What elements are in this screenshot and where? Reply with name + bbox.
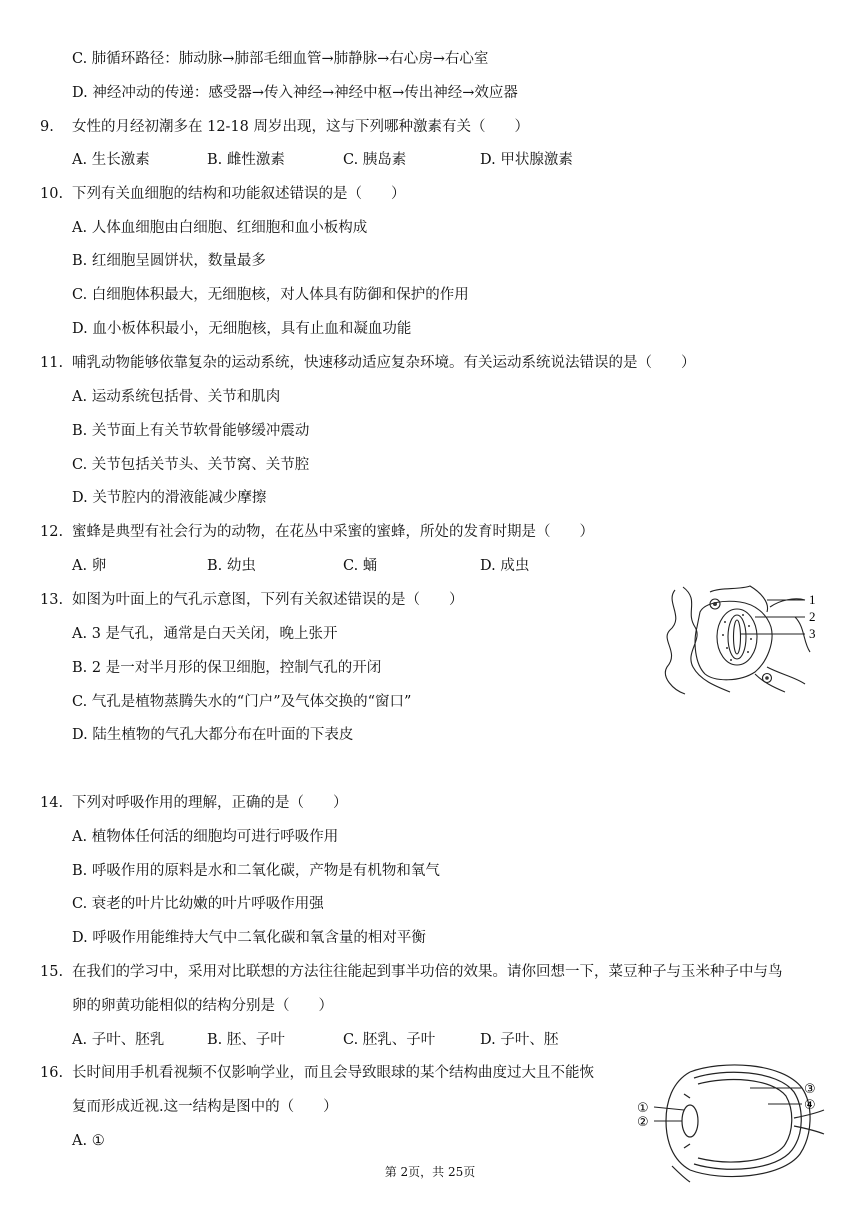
eye-label-4: ④ [804, 1098, 816, 1113]
q9-option-d: D. 甲状腺激素 [480, 152, 573, 168]
q16-option-a: A. ① [72, 1133, 105, 1149]
stomata-label-1: 1 [809, 592, 816, 607]
q16-number: 16. [40, 1065, 64, 1081]
q10-stem: 下列有关血细胞的结构和功能叙述错误的是（ ） [72, 186, 406, 202]
q9-stem: 女性的月经初潮多在 12-18 周岁出现，这与下列哪种激素有关（ ） [72, 119, 530, 135]
q8-option-d: D. 神经冲动的传递：感受器→传入神经→神经中枢→传出神经→效应器 [72, 85, 518, 101]
q14-option-b: B. 呼吸作用的原料是水和二氧化碳，产物是有机物和氧气 [72, 863, 440, 879]
eye-label-1: ① [637, 1101, 649, 1116]
q11-option-c: C. 关节包括关节头、关节窝、关节腔 [72, 457, 310, 473]
q9-option-b: B. 雌性激素 [207, 152, 285, 168]
q15-stem-line1: 在我们的学习中，采用对比联想的方法往往能起到事半功倍的效果。请你回想一下，菜豆种子与玉米种子中与鸟 [72, 964, 783, 980]
q11-option-a: A. 运动系统包括骨、关节和肌肉 [72, 389, 281, 405]
q11-option-d: D. 关节腔内的滑液能减少摩擦 [72, 490, 267, 506]
q12-stem: 蜜蜂是典型有社会行为的动物，在花丛中采蜜的蜜蜂，所处的发育时期是（ ） [72, 524, 594, 540]
q11-number: 11. [40, 355, 64, 371]
q13-stem: 如图为叶面上的气孔示意图，下列有关叙述错误的是（ ） [72, 592, 464, 608]
q16-stem-line1: 长时间用手机看视频不仅影响学业，而且会导致眼球的某个结构曲度过大且不能恢 [72, 1065, 594, 1081]
page-footer: 第 2页，共 25页 [384, 1165, 476, 1179]
q10-option-a: A. 人体血细胞由白细胞、红细胞和血小板构成 [72, 220, 368, 236]
q12-number: 12. [40, 524, 64, 540]
q9-number: 9. [40, 119, 54, 135]
q11-stem: 哺乳动物能够依靠复杂的运动系统，快速移动适应复杂环境。有关运动系统说法错误的是（ ） [72, 355, 696, 371]
q12-option-c: C. 蛹 [343, 558, 378, 574]
q10-option-c: C. 白细胞体积最大，无细胞核，对人体具有防御和保护的作用 [72, 287, 469, 303]
q15-option-a: A. 子叶、胚乳 [72, 1032, 165, 1048]
q14-stem: 下列对呼吸作用的理解，正确的是（ ） [72, 795, 348, 811]
q11-option-b: B. 关节面上有关节软骨能够缓冲震动 [72, 423, 310, 439]
eye-label-2: ② [637, 1115, 649, 1130]
q14-option-a: A. 植物体任何活的细胞均可进行呼吸作用 [72, 829, 339, 845]
q15-option-b: B. 胚、子叶 [207, 1032, 285, 1048]
stomata-figure [655, 582, 825, 697]
q9-option-a: A. 生长激素 [72, 152, 150, 168]
q10-option-b: B. 红细胞呈圆饼状，数量最多 [72, 253, 266, 269]
stomata-label-3: 3 [809, 626, 816, 641]
q15-option-c: C. 胚乳、子叶 [343, 1032, 436, 1048]
q12-option-d: D. 成虫 [480, 558, 530, 574]
q15-number: 15. [40, 964, 64, 980]
stomata-label-2: 2 [809, 609, 816, 624]
q13-option-d: D. 陆生植物的气孔大都分布在叶面的下表皮 [72, 727, 354, 743]
q9-option-c: C. 胰岛素 [343, 152, 407, 168]
q14-number: 14. [40, 795, 64, 811]
q10-option-d: D. 血小板体积最小，无细胞核，具有止血和凝血功能 [72, 321, 412, 337]
q13-option-b: B. 2 是一对半月形的保卫细胞，控制气孔的开闭 [72, 660, 382, 676]
q15-option-d: D. 子叶、胚 [480, 1032, 559, 1048]
eye-label-3: ③ [804, 1082, 816, 1097]
q13-option-a: A. 3 是气孔，通常是白天关闭，晚上张开 [72, 626, 338, 642]
q12-option-b: B. 幼虫 [207, 558, 256, 574]
q12-option-a: A. 卵 [72, 558, 107, 574]
q16-stem-line2: 复而形成近视.这一结构是图中的（ ） [72, 1099, 338, 1115]
q8-option-c: C. 肺循环路径：肺动脉→肺部毛细血管→肺静脉→右心房→右心室 [72, 51, 489, 67]
q13-number: 13. [40, 592, 64, 608]
q14-option-d: D. 呼吸作用能维持大气中二氧化碳和氧含量的相对平衡 [72, 930, 426, 946]
q10-number: 10. [40, 186, 64, 202]
q14-option-c: C. 衰老的叶片比幼嫩的叶片呼吸作用强 [72, 896, 324, 912]
q15-stem-line2: 卵的卵黄功能相似的结构分别是（ ） [72, 998, 333, 1014]
q13-option-c: C. 气孔是植物蒸腾失水的“门户”及气体交换的“窗口” [72, 694, 412, 710]
